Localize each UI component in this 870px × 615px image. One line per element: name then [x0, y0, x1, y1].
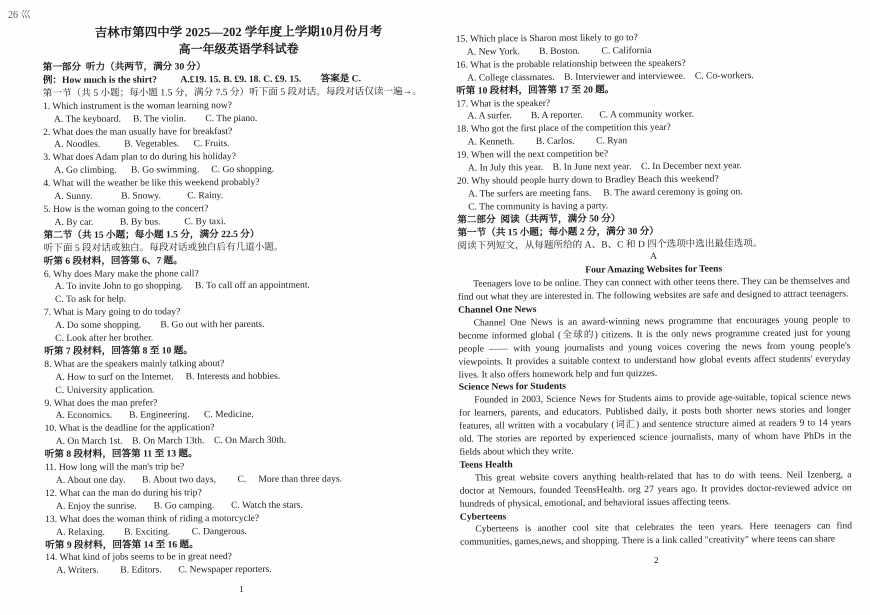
document-line: 第一节（共 5 小题；每小题 1.5 分，满分 7.5 分）听下面 5 段对话。每段对话仅读一遍→。 — [42, 85, 422, 99]
corner-mark: 26 巛 — [8, 10, 31, 21]
document-line: Cyberteens is another cool site that celebrates the teen years. Here teenagers can find communities, games,news, and shopping. There is a link called "creativity" where teens can share — [460, 520, 853, 549]
document-line: 例：How much is the shirt? A.£19. 15. B. £9. 18. C. £9. 15. 答案是 C. — [42, 73, 362, 86]
document-line: C. The community is having a party. — [468, 200, 609, 213]
document-line: 2. What does the man usually have for breakfast? — [43, 125, 233, 138]
document-line: A. Relaxing. B. Exciting. C. Dangerous. — [56, 525, 247, 538]
document-line: A. By car. B. By bus. C. By taxi. — [54, 215, 226, 228]
document-line: 听第 8 段材料，回答第 11 至 13 题。 — [44, 448, 198, 461]
document-line: Channel One News — [458, 304, 537, 316]
document-line: 17. What is the speaker? — [456, 97, 551, 110]
document-line: 6. Why does Mary make the phone call? — [43, 267, 199, 280]
document-line: 听第 7 段材料，回答第 8 至 10 题。 — [44, 345, 193, 357]
document-line: 20. Why should people hurry down to Bradley Beach this weekend? — [456, 173, 719, 187]
document-line: 9. What does the man prefer? — [44, 396, 158, 409]
document-line: 第二部分 阅读（共两节，满分 50 分） — [457, 212, 621, 226]
document-line: A. On March 1st. B. On March 13th. C. On March 30th. — [55, 435, 287, 448]
document-line: 听第 6 段材料，回答第 6、7 题。 — [43, 254, 183, 267]
document-line: A. How to surf on the Internet. B. Interests and hobbies. — [55, 370, 281, 383]
document-line: A. New York. B. Boston. C. California — [466, 44, 652, 58]
document-line: C. Look after her brother. — [55, 332, 154, 344]
document-line: 19. When will the next competition be? — [456, 148, 609, 161]
document-line: A. The keyboard. B. The violin. C. The piano. — [53, 112, 258, 125]
document-line: A. The surfers are meeting fans. B. The award ceremony is going on. — [468, 186, 743, 200]
exam-page-1 — [43, 23, 438, 595]
document-line: 12. What can the man do during his trip? — [44, 487, 202, 499]
document-line: Teenagers love to be online. They can connect with other teens there. They can be themselves and find out what they are interested in. The following websites are safe and designed to attract teenagers. — [457, 275, 850, 303]
document-line: 16. What is the probable relationship between the speakers? — [455, 57, 686, 71]
document-line: 4. What will the weather be like this weekend probably? — [43, 177, 260, 190]
document-line: 18. Who got the first place of the competition this year? — [456, 122, 671, 136]
document-line: C. University application. — [55, 384, 155, 396]
document-line: A. Kenneth. B. Carlos. C. Ryan — [467, 135, 628, 148]
exam-title: 吉林市第四中学 2025—202 学年度上学期10月份月考 — [94, 24, 383, 40]
exam-subtitle: 高一年级英语学科试卷 — [178, 41, 299, 57]
document-line: 1. Which instrument is the woman learning now? — [42, 99, 232, 112]
document-line: 第一节（共 15 小题；每小题 2 分，满分 30 分） — [457, 225, 659, 239]
document-line: A. Economics. B. Engineering. C. Medicine. — [55, 409, 254, 422]
document-line: 13. What does the woman think of riding a motorcycle? — [45, 512, 260, 525]
document-line: A. A surfer. B. A reporter. C. A community worker. — [467, 109, 694, 123]
document-line: 10. What is the deadline for the application? — [44, 422, 215, 435]
document-line: 阅读下列短文，从每题所给的 A、B、C 和 D 四个选项中选出最佳选项。 — [457, 237, 763, 252]
document-line: A. College classmates. B. Interviewer and interviewee. C. Co-workers. — [467, 69, 754, 84]
document-line: A. Do some shopping. B. Go out with her parents. — [55, 318, 265, 332]
page-number-2: 2 — [653, 555, 659, 566]
document-line: Teens Health — [459, 459, 513, 471]
document-line: A — [650, 251, 658, 263]
document-line: 第二节（共 15 小题；每小题 1.5 分，满分 22.5 分） — [43, 228, 260, 241]
page-number-1: 1 — [239, 584, 244, 595]
document-line: A. Writers. B. Editors. C. Newspaper reporters. — [56, 564, 272, 577]
document-line: A. About one day. B. About two days, C. More than three days. — [55, 473, 343, 486]
document-line: 听第 10 段材料，回答第 17 至 20 题。 — [456, 83, 615, 97]
document-line: 听第 9 段材料，回答第 14 至 16 题。 — [45, 538, 199, 551]
document-line: 听下面 5 段对话或独白。每段对话或独白后有几道小题。 — [43, 241, 284, 254]
document-line: 14. What kind of jobs seems to be in great need? — [45, 551, 232, 564]
document-line: C. To ask for help. — [54, 293, 127, 306]
document-line: 8. What are the speakers mainly talking about? — [44, 357, 225, 370]
document-line: 7. What is Mary going to do today? — [43, 306, 181, 319]
document-line: Founded in 2003, Science News for Students aims to provide age-suitable, topical science news for learners, parents, and educators. Published daily, it posts both shorter news stories and longer features, all written with a vocabulary (词汇) and sentence structure aimed at readers 9 to 14 years old. The stories are reported by experienced science journalists, many of whom have PhDs in the fields about which they write. — [458, 391, 852, 458]
document-line: A. Noodles. B. Vegetables. C. Fruits. — [54, 138, 230, 151]
document-line: A. In July this year. B. In June next year. C. In December next year. — [467, 160, 742, 174]
document-line: 3. What does Adam plan to do during his holiday? — [43, 151, 236, 164]
document-line: Cyberteens — [459, 510, 507, 523]
document-line: Four Amazing Websites for Teens — [585, 263, 723, 276]
exam-page-2 — [456, 30, 853, 567]
document-line: A. Sunny. B. Snowy. C. Rainy. — [54, 190, 224, 203]
document-line: A. To invite John to go shopping. B. To call off an appointment. — [54, 280, 310, 293]
document-line: Science News for Students — [458, 381, 567, 394]
document-line: 5. How is the woman going to the concert? — [43, 203, 209, 215]
page1-content — [43, 60, 438, 578]
document-line: 15. Which place is Sharon most likely to go to? — [455, 32, 638, 45]
document-line: A. Go climbing. B. Go swimming. C. Go shopping. — [54, 164, 275, 177]
document-line: This great website covers anything health-related that has to do with teens. Neil Izenberg, a doctor at Nemours, founded TeensHealth. org 27 years ago. It provides doctor-reviewed advice on hundreds of physical, emotional, and behavioral issues affecting teens. — [459, 469, 852, 510]
document-line: 第一部分 听力（共两节，满分 30 分） — [42, 61, 206, 74]
document-line: A. Enjoy the sunrise. B. Go camping. C. Watch the stars. — [56, 499, 303, 512]
page2-content — [456, 30, 852, 550]
document-line: Channel One News is an award-winning news programme that encourages young people to become informed global (全球的) citizens. It is the only news programme created just for young people —— with young journalists and young voices covering the news from young people's viewpoints. It provides a suitable context to understand how global events affect students' everyday lives. It also offers homework help and fun quizzes. — [458, 314, 851, 381]
document-line: 11. How long will the man's trip be? — [44, 461, 185, 474]
